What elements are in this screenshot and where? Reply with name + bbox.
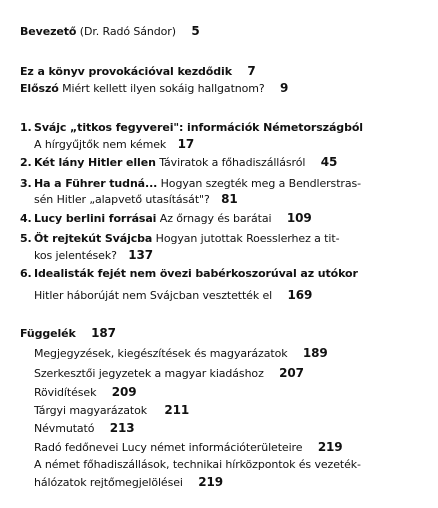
page-number: 17 [177,137,195,151]
toc-appendix [20,326,430,341]
page-number: 207 [279,366,304,380]
appendix-item-title: Névmutató [34,422,95,435]
chapter-subtitle: kos jelentések? [34,249,117,262]
toc-appendix-item [34,440,430,455]
toc-chapter-4 [20,211,430,226]
page-number: 109 [286,211,312,225]
chapter-number: 3. [20,177,32,190]
appendix-item-title: A német főhadiszállások, technikai hírközpontok és vezeték- [34,458,361,471]
toc-chapter-1 [20,121,430,135]
toc-chapter-2 [20,155,430,170]
chapter-title: Lucy berlini forrásai [34,212,157,225]
chapter-title: Ha a Führer tudná... [34,177,158,190]
toc-chapter-5-subtitle [34,248,430,263]
chapter-subtitle: Hogyan szegték meg a Bendlerstras- [160,177,361,190]
page-number: 211 [164,403,190,417]
chapter-subtitle: Hogyan jutottak Roesslerhez a tit- [155,232,340,245]
toc-entry-intro [20,24,430,39]
chapter-number: 6. [20,267,32,280]
toc-appendix-item [34,385,430,400]
chapter-number: 1. [20,121,32,134]
chapter-subtitle: Hitler háborúját nem Svájcban vesztették el [34,289,273,302]
toc-appendix-item [34,366,430,381]
page-number: 9 [280,81,289,95]
chapter-title: Öt rejtekút Svájcba [34,232,153,245]
chapter-subtitle: A hírgyűjtők nem kémek [34,138,167,151]
toc-chapter-3-subtitle [34,192,430,207]
entry-title: Előszó [20,82,59,95]
entry-title: Ez a könyv provokációval kezdődik [20,65,232,78]
toc-appendix-item [34,346,430,361]
page-number: 209 [111,385,137,399]
toc-appendix-item [34,421,430,436]
toc-entry-provocation [20,64,430,79]
chapter-title: Idealisták fejét nem övezi babérkoszorúval az utókor [34,267,358,280]
toc-appendix-item-continued [34,475,430,490]
chapter-subtitle: Táviratok a főhadiszállásról [159,156,306,169]
toc-entry-foreword [20,81,430,96]
toc-chapter-3 [20,177,430,191]
appendix-item-title: Tárgyi magyarázatok [34,404,147,417]
entry-subtitle: Miért kellett ilyen sokáig hallgatnom? [62,82,265,95]
chapter-subtitle: sén Hitler „alapvető utasítását"? [34,193,210,206]
toc-chapter-6-subtitle [34,288,430,303]
toc-appendix-item [34,458,430,472]
chapter-number: 4. [20,212,32,225]
appendix-title: Függelék [20,327,76,340]
chapter-number: 5. [20,232,32,245]
appendix-item-title: Szerkesztői jegyzetek a magyar kiadáshoz [34,367,264,380]
page-number: 169 [287,288,313,302]
toc-chapter-5 [20,232,430,246]
page-number: 219 [317,440,343,454]
appendix-item-title: Rövidítések [34,386,97,399]
chapter-subtitle: Az őrnagy és barátai [159,212,272,225]
appendix-item-title: hálózatok rejtőmegjelölései [34,476,183,489]
page-number: 137 [128,248,153,262]
entry-author: (Dr. Radó Sándor) [79,25,176,38]
page-number: 81 [221,192,238,206]
appendix-item-title: Radó fedőnevei Lucy német információterületeire [34,441,303,454]
page-number: 213 [109,421,135,435]
chapter-title: Két lány Hitler ellen [34,156,156,169]
page-number: 189 [302,346,328,360]
page-number: 7 [247,64,256,78]
toc-appendix-item [34,403,430,418]
chapter-number: 2. [20,156,32,169]
page-number: 5 [191,24,200,38]
toc-chapter-1-subtitle [34,137,430,152]
toc-chapter-6 [20,267,430,281]
page-number: 45 [320,155,338,169]
entry-title: Bevezető [20,25,77,38]
page-number: 219 [198,475,223,489]
chapter-title: Svájc „titkos fegyverei": információk Németországból [34,121,363,134]
page-number: 187 [91,326,116,340]
appendix-item-title: Megjegyzések, kiegészítések és magyarázatok [34,347,288,360]
